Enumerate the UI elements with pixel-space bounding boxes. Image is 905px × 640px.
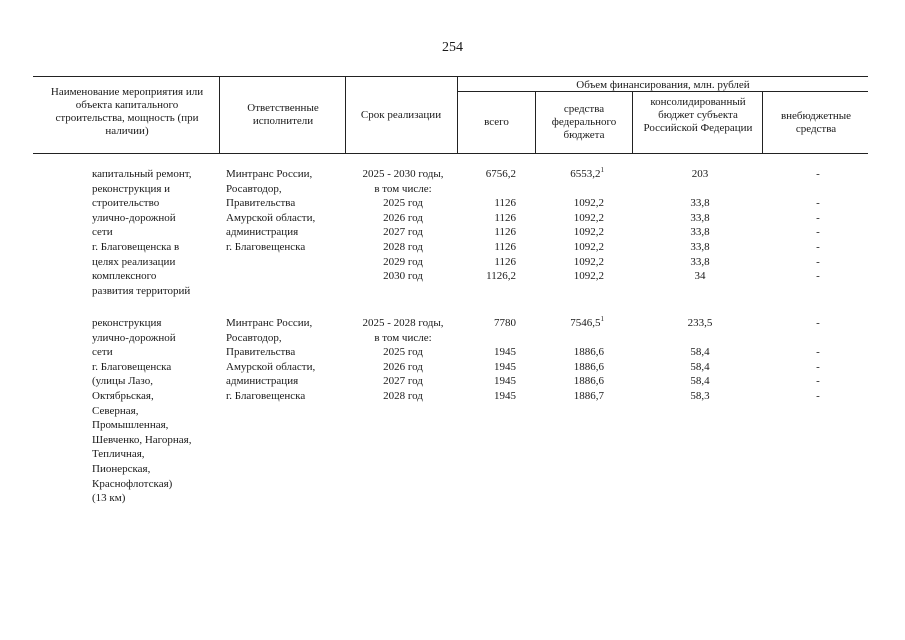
- row1-federal: [520, 167, 604, 284]
- row1-executor-line: г. Благовещенска: [226, 240, 306, 253]
- row1-regional-value: [632, 182, 768, 197]
- header-name: Наименование мероприятия или объекта капитального строительства, мощность (при наличии): [50, 86, 204, 137]
- row1-total-value: 1126: [494, 240, 516, 253]
- row1-extra-value: -: [816, 255, 820, 268]
- row1-name-line: реконструкция и: [92, 182, 171, 195]
- row2-extra-value: -: [816, 375, 820, 388]
- row1-federal-value: 1092,2: [573, 240, 604, 253]
- row2-total-value: 1945: [494, 360, 516, 373]
- row2-total-value: 1945: [494, 346, 516, 359]
- row1-federal-value: [520, 167, 604, 182]
- header-extra: внебюджетные средства: [780, 110, 852, 135]
- row1-total-value: 6756,2: [485, 168, 516, 180]
- column-divider: [219, 76, 220, 153]
- row1-federal-total: 6553,2: [570, 168, 601, 180]
- column-divider: [632, 91, 633, 153]
- row2-federal-value: 1886,6: [573, 360, 604, 373]
- row2-name: [92, 316, 191, 506]
- row2-name-line: реконструкция: [92, 317, 162, 329]
- row1-federal-value: 1092,2: [573, 211, 604, 224]
- row1-regional-value: 33,8: [690, 240, 710, 253]
- row2-executor-line: администрация: [226, 375, 299, 388]
- row1-regional-value: 33,8: [690, 211, 710, 224]
- row1-federal-value: 1092,2: [573, 197, 604, 210]
- row2-extra-value: -: [816, 389, 820, 402]
- row1-name-line: сети: [92, 226, 113, 239]
- row1-regional-value: 34: [694, 270, 706, 283]
- row2-regional: [632, 316, 768, 404]
- row2-term-line: 2025 - 2028 годы,: [362, 317, 444, 329]
- row1-regional-value: 33,8: [690, 255, 710, 268]
- row1-term-line: 2025 год: [383, 197, 423, 210]
- row1-extra: [770, 167, 866, 284]
- row2-regional-value: 58,3: [690, 389, 710, 402]
- row2-total: [460, 316, 516, 404]
- row2-regional-value: 58,4: [690, 375, 710, 388]
- row1-executor-line: Росавтодор,: [226, 182, 282, 195]
- row1-term-line: 2028 год: [383, 240, 423, 253]
- row1-federal-value: 1092,2: [573, 226, 604, 239]
- row1-extra-value: -: [816, 197, 820, 210]
- row1-total-value: 1126: [494, 226, 516, 239]
- header-term: Срок реализации: [360, 109, 442, 121]
- row1-regional-value: 33,8: [690, 226, 710, 239]
- row2-extra: [770, 316, 866, 404]
- header-federal: средства федерального бюджета: [551, 103, 617, 141]
- row1-name-line: капитальный ремонт,: [92, 168, 192, 180]
- row2-executor-line: г. Благовещенска: [226, 389, 306, 402]
- page-number: 254: [442, 40, 463, 55]
- header-total: всего: [484, 116, 509, 128]
- row1-total: [460, 167, 516, 284]
- row1-regional: [632, 167, 768, 284]
- footnote-mark: 1: [600, 166, 604, 174]
- row2-name-line: Краснофлотская): [92, 477, 173, 490]
- row1-total-value: 1126,2: [486, 270, 516, 283]
- row2-executor-line: Минтранс России,: [226, 317, 313, 329]
- footnote-mark: 1: [600, 315, 604, 323]
- row1-name-line: развития территорий: [92, 284, 191, 297]
- column-divider: [535, 91, 536, 153]
- row1-name: [92, 167, 192, 298]
- row2-executors: [226, 316, 315, 404]
- row1-term-line: 2029 год: [383, 255, 423, 268]
- row2-regional-value: 58,4: [690, 346, 710, 359]
- row1-regional-value: 203: [691, 168, 709, 180]
- row2-extra-value: [770, 331, 866, 346]
- row2-term-line: 2026 год: [383, 360, 423, 373]
- row2-name-line: (улицы Лазо,: [92, 375, 153, 388]
- row1-term: [346, 167, 460, 284]
- row2-regional-value: 233,5: [687, 317, 713, 329]
- row2-regional-value: 58,4: [690, 360, 710, 373]
- row1-total-value: 1126: [494, 255, 516, 268]
- header-executors: Ответственные исполнители: [247, 102, 319, 127]
- row2-term-line: в том числе:: [374, 331, 432, 344]
- row1-term-line: 2026 год: [383, 211, 423, 224]
- row2-total-value: 1945: [494, 375, 516, 388]
- column-divider: [345, 76, 346, 153]
- row2-name-line: (13 км): [92, 492, 126, 505]
- row1-total-value: 1126: [494, 211, 516, 224]
- row2-federal-value: [520, 331, 604, 346]
- column-divider: [762, 91, 763, 153]
- row2-name-line: Промышленная,: [92, 419, 169, 432]
- row2-extra-value: -: [816, 360, 820, 373]
- row1-extra-value: [770, 182, 866, 197]
- row2-federal-total: 7546,5: [570, 317, 601, 329]
- row2-term-line: 2028 год: [383, 389, 423, 402]
- row2-name-line: сети: [92, 346, 113, 359]
- row1-executor-line: Правительства: [226, 197, 296, 210]
- row2-name-line: Тепличная,: [92, 448, 145, 461]
- row1-extra-value: -: [816, 226, 820, 239]
- table-top-rule: [33, 76, 868, 77]
- row1-total-value: [460, 182, 516, 197]
- row2-name-line: Пионерская,: [92, 462, 151, 475]
- row2-term-line: 2025 год: [383, 346, 423, 359]
- row1-total-value: 1126: [494, 197, 516, 210]
- row2-total-value: 7780: [494, 317, 516, 329]
- row2-extra-value: -: [816, 317, 820, 329]
- row2-name-line: Северная,: [92, 404, 139, 417]
- row2-federal-value: 1886,6: [573, 346, 604, 359]
- row2-name-line: Октябрьская,: [92, 389, 154, 402]
- row2-executor-line: Росавтодор,: [226, 331, 282, 344]
- row1-term-line: 2030 год: [383, 270, 423, 283]
- row1-term-line: в том числе:: [374, 182, 432, 195]
- row2-regional-value: [632, 331, 768, 346]
- row1-name-line: целях реализации: [92, 255, 176, 268]
- row1-extra-value: -: [816, 211, 820, 224]
- row2-executor-line: Правительства: [226, 346, 296, 359]
- row2-total-value: [460, 331, 516, 346]
- row2-extra-value: -: [816, 346, 820, 359]
- header-regional: консолидированный бюджет субъекта Российской Федерации: [643, 96, 753, 134]
- row1-term-line: 2025 - 2030 годы,: [362, 168, 444, 180]
- row1-executors: [226, 167, 315, 255]
- row2-term-line: 2027 год: [383, 375, 423, 388]
- row1-name-line: комплексного: [92, 270, 157, 283]
- row1-extra-value: -: [816, 168, 820, 180]
- row1-executor-line: Минтранс России,: [226, 168, 313, 180]
- row2-name-line: улично-дорожной: [92, 331, 176, 344]
- row1-regional-value: 33,8: [690, 197, 710, 210]
- row1-name-line: строительство: [92, 197, 160, 210]
- row2-federal-value: 1886,7: [573, 389, 604, 402]
- row1-term-line: 2027 год: [383, 226, 423, 239]
- row2-federal-value: 1886,6: [573, 375, 604, 388]
- row2-name-line: г. Благовещенска: [92, 360, 172, 373]
- row2-federal: [520, 316, 604, 404]
- row1-federal-value: [520, 182, 604, 197]
- row2-federal-value: [520, 316, 604, 331]
- header-financing: Объем финансирования, млн. рублей: [576, 79, 750, 91]
- header-bottom-rule: [33, 153, 868, 154]
- row2-total-value: 1945: [494, 389, 516, 402]
- row1-extra-value: -: [816, 240, 820, 253]
- row1-federal-value: 1092,2: [573, 270, 604, 283]
- row2-term: [346, 316, 460, 404]
- row1-name-line: г. Благовещенска в: [92, 240, 180, 253]
- row1-executor-line: администрация: [226, 226, 299, 239]
- row1-extra-value: -: [816, 270, 820, 283]
- row1-federal-value: 1092,2: [573, 255, 604, 268]
- row2-name-line: Шевченко, Нагорная,: [92, 433, 192, 446]
- row1-executor-line: Амурской области,: [226, 211, 316, 224]
- row2-executor-line: Амурской области,: [226, 360, 316, 373]
- column-divider: [457, 76, 458, 153]
- row1-name-line: улично-дорожной: [92, 211, 176, 224]
